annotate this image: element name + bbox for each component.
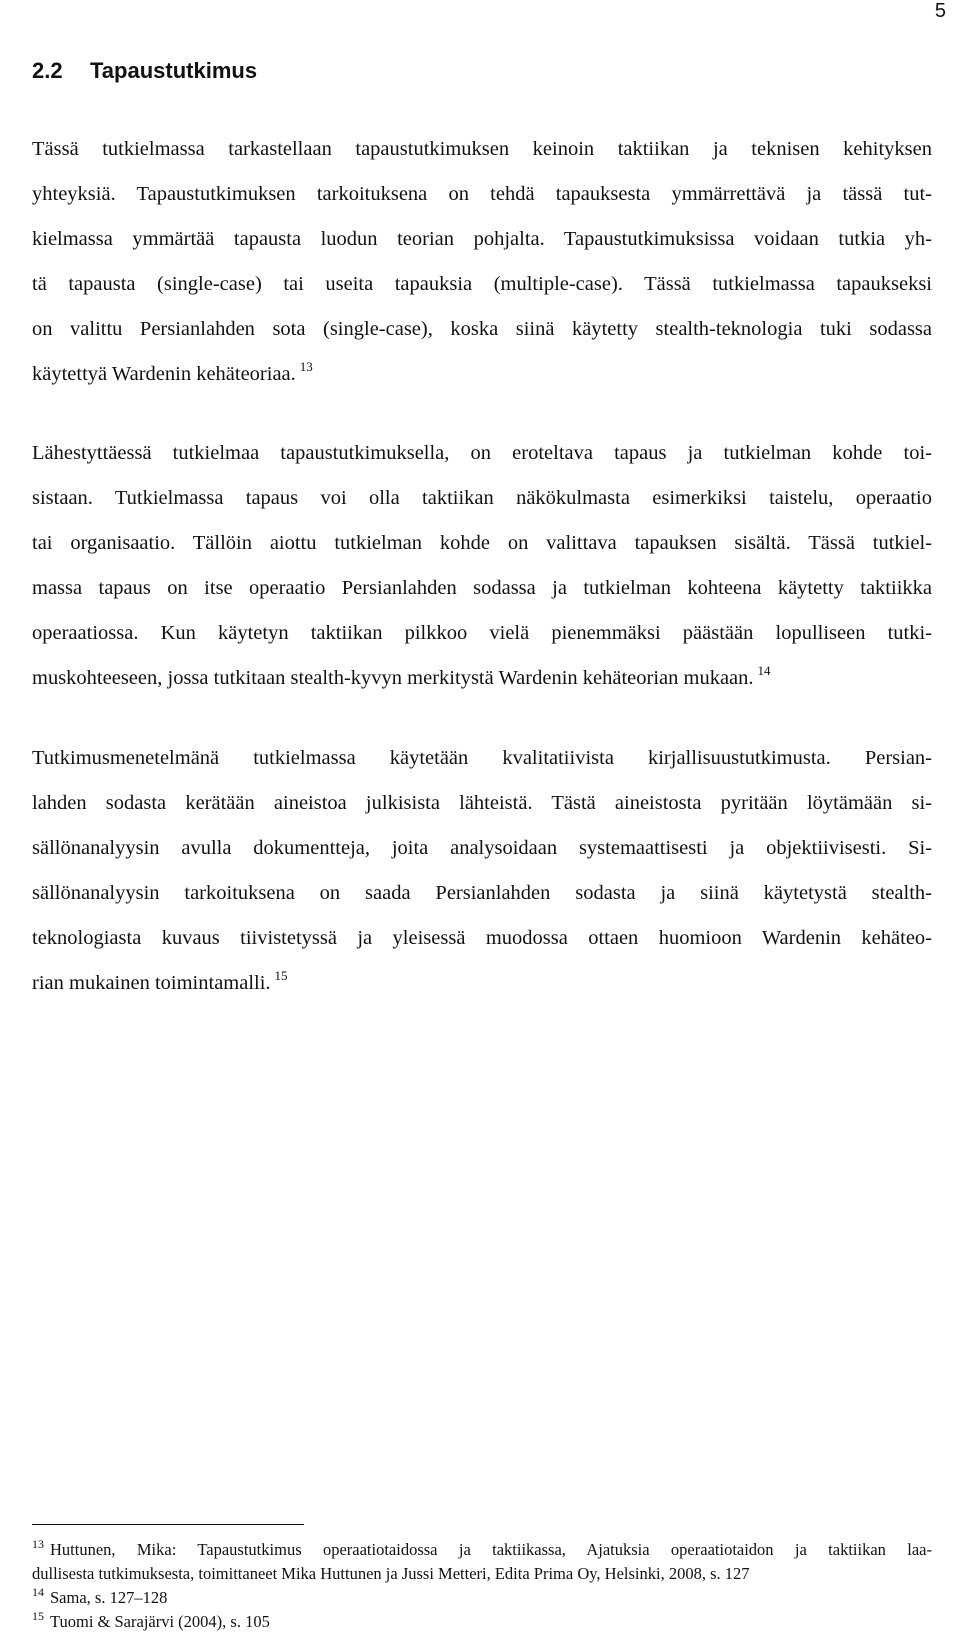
- paragraph-line: käytettyä Wardenin kehäteoriaa.: [32, 363, 296, 385]
- footnote-text: Huttunen, Mika: Tapaustutkimus operaatiotaidossa ja taktiikassa, Ajatuksia operaatiotaidon ja taktiikan laa-: [50, 1540, 932, 1559]
- page-number: 5: [934, 0, 946, 22]
- footnote-13-line-2: dullisesta tutkimuksesta, toimittaneet Mika Huttunen ja Jussi Metteri, Edita Prima Oy, Helsinki, 2008, s. 127: [32, 1564, 750, 1583]
- footnotes: [32, 1538, 932, 1634]
- paragraph-line: sällönanalyysin tarkoituksena on saada Persianlahden sodasta ja siinä käytetystä stealth-: [32, 882, 932, 904]
- footnote-ref-15[interactable]: 15: [274, 968, 288, 983]
- paragraph-line: yhteyksiä. Tapaustutkimuksen tarkoituksena on tehdä tapauksesta ymmärrettävä ja tässä tut-: [32, 183, 932, 205]
- footnote-13-line-1: [32, 1538, 932, 1562]
- paragraph-line: Lähestyttäessä tutkielmaa tapaustutkimuksella, on eroteltava tapaus ja tutkielman kohde toi-: [32, 442, 932, 464]
- paragraph-2: [32, 431, 932, 701]
- section-heading: [32, 58, 257, 84]
- footnote-ref-14[interactable]: 14: [757, 663, 771, 678]
- paragraph-line: massa tapaus on itse operaatio Persianlahden sodassa ja tutkielman kohteena käytetty taktiikka: [32, 577, 932, 599]
- footnote-number: 14: [32, 1585, 44, 1599]
- footnote-number: 13: [32, 1537, 44, 1551]
- section-title: Tapaustutkimus: [90, 58, 258, 83]
- paragraph-line: rian mukainen toimintamalli.: [32, 972, 271, 994]
- paragraph-1: [32, 127, 932, 397]
- footnote-number: 15: [32, 1609, 44, 1623]
- paragraph-line: teknologiasta kuvaus tiivistetyssä ja yleisessä muodossa ottaen huomioon Wardenin kehäteo-: [32, 927, 932, 949]
- paragraph-line: lahden sodasta kerätään aineistoa julkisista lähteistä. Tästä aineistosta pyritään löytämään si-: [32, 792, 932, 814]
- paragraph-line: kielmassa ymmärtää tapausta luodun teorian pohjalta. Tapaustutkimuksissa voidaan tutkia yh-: [32, 228, 932, 250]
- footnote-ref-13[interactable]: 13: [299, 359, 313, 374]
- paragraph-line: Tutkimusmenetelmänä tutkielmassa käytetään kvalitatiivista kirjallisuustutkimusta. Persian-: [32, 747, 932, 769]
- paragraph-line: operaatiossa. Kun käytetyn taktiikan pilkkoo vielä pienemmäksi päästään lopulliseen tutki-: [32, 622, 932, 644]
- footnote-text: Tuomi & Sarajärvi (2004), s. 105: [50, 1612, 270, 1631]
- paragraph-line: tai organisaatio. Tällöin aiottu tutkielman kohde on valittava tapauksen sisältä. Tässä tutkiel-: [32, 532, 932, 554]
- paragraph-line: sistaan. Tutkielmassa tapaus voi olla taktiikan näkökulmasta esimerkiksi taistelu, operaatio: [32, 487, 932, 509]
- paragraph-3: [32, 736, 932, 1006]
- paragraph-line: muskohteeseen, jossa tutkitaan stealth-kyvyn merkitystä Wardenin kehäteorian mukaan.: [32, 667, 754, 689]
- footnote-14: [32, 1586, 932, 1610]
- paragraph-line: Tässä tutkielmassa tarkastellaan tapaustutkimuksen keinoin taktiikan ja teknisen kehityksen: [32, 138, 932, 160]
- footnote-15: [32, 1610, 932, 1634]
- paragraph-line: on valittu Persianlahden sota (single-case), koska siinä käytetty stealth-teknologia tuki sodassa: [32, 318, 932, 340]
- paragraph-line: tä tapausta (single-case) tai useita tapauksia (multiple-case). Tässä tutkielmassa tapaukseksi: [32, 273, 932, 295]
- paragraph-line: sällönanalyysin avulla dokumentteja, joita analysoidaan systemaattisesti ja objektiivisesti. Si-: [32, 837, 932, 859]
- footnote-text: Sama, s. 127–128: [50, 1588, 168, 1607]
- section-number: 2.2: [32, 58, 63, 83]
- footnote-separator: [32, 1524, 304, 1525]
